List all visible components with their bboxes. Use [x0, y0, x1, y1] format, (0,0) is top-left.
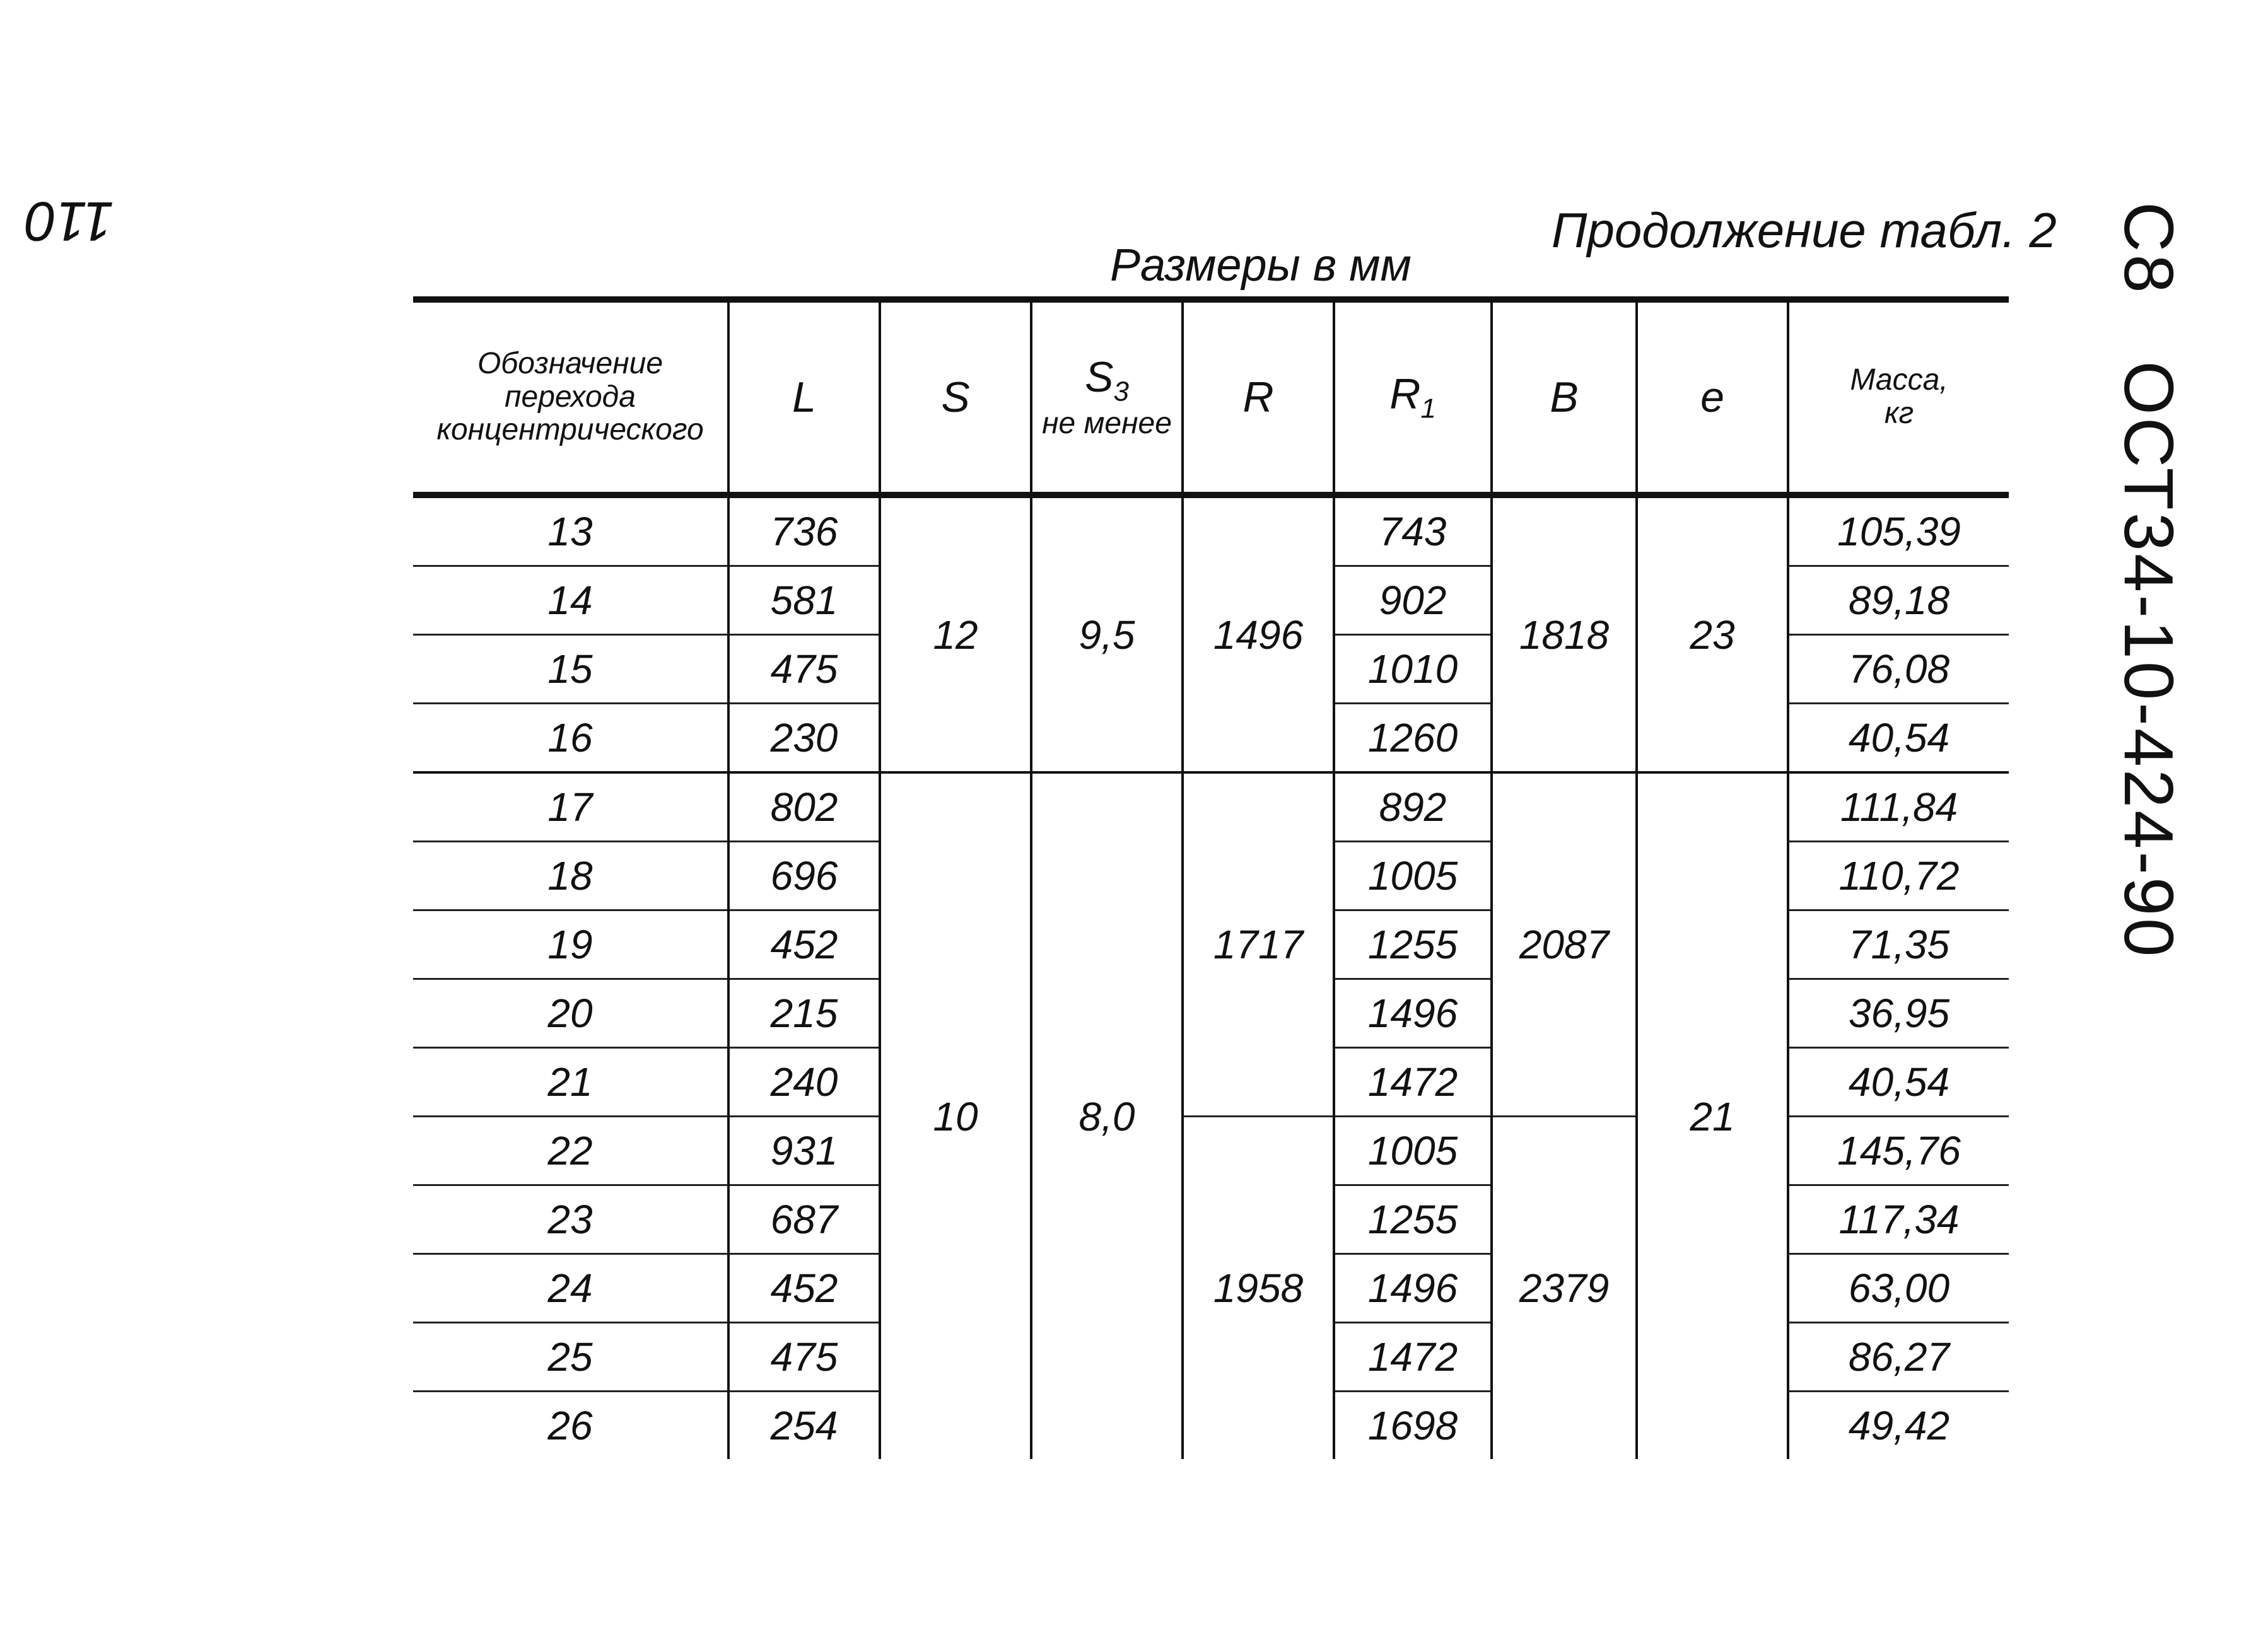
table-continuation: Продолжение табл. 2 [1552, 202, 2057, 258]
cell-designation: 24 [413, 1254, 728, 1323]
cell-r1: 1496 [1334, 979, 1492, 1048]
cell-r1: 1010 [1334, 635, 1492, 704]
cell-l: 696 [728, 842, 880, 910]
document-code [2100, 202, 2189, 959]
cell-r1: 1005 [1334, 1117, 1492, 1185]
cell-s: 10 [880, 772, 1031, 1459]
cell-mass: 71,35 [1788, 910, 2009, 979]
cell-l: 215 [728, 979, 880, 1048]
page-marker: С8 [2110, 202, 2187, 296]
cell-r: 1496 [1183, 495, 1334, 772]
cell-r1: 1005 [1334, 842, 1492, 910]
cell-l: 452 [728, 910, 880, 979]
cell-mass: 40,54 [1788, 704, 2009, 773]
units-caption: Размеры в мм [1110, 240, 1412, 291]
cell-r1: 1260 [1334, 704, 1492, 773]
cell-l: 687 [728, 1185, 880, 1254]
header-s3: $S_3$ не менее [1031, 300, 1183, 495]
cell-l: 931 [728, 1117, 880, 1185]
cell-l: 736 [728, 495, 880, 566]
cell-b: 2379 [1492, 1117, 1637, 1460]
cell-mass: 105,39 [1788, 495, 2009, 566]
cell-r1: 1698 [1334, 1392, 1492, 1460]
page-number: 110 [25, 190, 114, 253]
cell-designation: 15 [413, 635, 728, 704]
cell-mass: 145,76 [1788, 1117, 2009, 1185]
header-row [413, 300, 2009, 495]
header-l: L [728, 300, 880, 495]
cell-e: 23 [1637, 495, 1788, 772]
cell-l: 254 [728, 1392, 880, 1460]
cell-r1: 743 [1334, 495, 1492, 566]
cell-mass: 36,95 [1788, 979, 2009, 1048]
cell-l: 802 [728, 772, 880, 842]
header-e: e [1637, 300, 1788, 495]
cell-r: 1958 [1183, 1117, 1334, 1460]
table-row [413, 772, 2009, 842]
cell-l: 475 [728, 635, 880, 704]
cell-b: 1818 [1492, 495, 1637, 772]
cell-mass: 49,42 [1788, 1392, 2009, 1460]
cell-l: 240 [728, 1048, 880, 1117]
cell-l: 475 [728, 1323, 880, 1392]
cell-r1: 1496 [1334, 1254, 1492, 1323]
cell-designation: 21 [413, 1048, 728, 1117]
cell-r1: 892 [1334, 772, 1492, 842]
cell-s3: 9,5 [1031, 495, 1183, 772]
cell-l: 581 [728, 566, 880, 635]
cell-s3: 8,0 [1031, 772, 1183, 1459]
document-code-text: ОСТ34-10-424-90 [2110, 361, 2187, 960]
cell-designation: 18 [413, 842, 728, 910]
cell-designation: 26 [547, 1403, 593, 1448]
cell-b: 2087 [1492, 772, 1637, 1117]
cell-r: 1717 [1183, 772, 1334, 1117]
cell-r1: 1255 [1334, 910, 1492, 979]
header-r: R [1183, 300, 1334, 495]
header-r1: $R_1$ [1334, 300, 1492, 495]
dimensions-table [413, 296, 2009, 1448]
cell-designation: 23 [413, 1185, 728, 1254]
cell-r1: 902 [1334, 566, 1492, 635]
cell-mass: 76,08 [1788, 635, 2009, 704]
cell-designation: 22 [413, 1117, 728, 1185]
cell-mass: 117,34 [1788, 1185, 2009, 1254]
header-mass: Масса, кг [1788, 300, 2009, 495]
cell-designation: 17 [413, 772, 728, 842]
cell-r1: 1472 [1334, 1323, 1492, 1392]
cell-mass: 110,72 [1788, 842, 2009, 910]
cell-mass: 89,18 [1788, 566, 2009, 635]
table-row [413, 495, 2009, 566]
cell-designation: 13 [413, 495, 728, 566]
cell-mass: 86,27 [1788, 1323, 2009, 1392]
cell-l: 452 [728, 1254, 880, 1323]
cell-designation: 19 [413, 910, 728, 979]
cell-designation: 14 [413, 566, 728, 635]
cell-designation: 16 [413, 704, 728, 773]
header-designation: Обозначение перехода концентрического [413, 300, 728, 495]
cell-e: 21 [1637, 772, 1788, 1459]
cell-s: 12 [880, 495, 1031, 772]
cell-l: 230 [728, 704, 880, 773]
header-b: B [1492, 300, 1637, 495]
cell-mass: 111,84 [1788, 772, 2009, 842]
cell-mass: 63,00 [1788, 1254, 2009, 1323]
header-s: S [880, 300, 1031, 495]
cell-r1: 1255 [1334, 1185, 1492, 1254]
cell-designation: 20 [413, 979, 728, 1048]
cell-designation: 25 [413, 1323, 728, 1392]
cell-r1: 1472 [1334, 1048, 1492, 1117]
cell-mass: 40,54 [1788, 1048, 2009, 1117]
